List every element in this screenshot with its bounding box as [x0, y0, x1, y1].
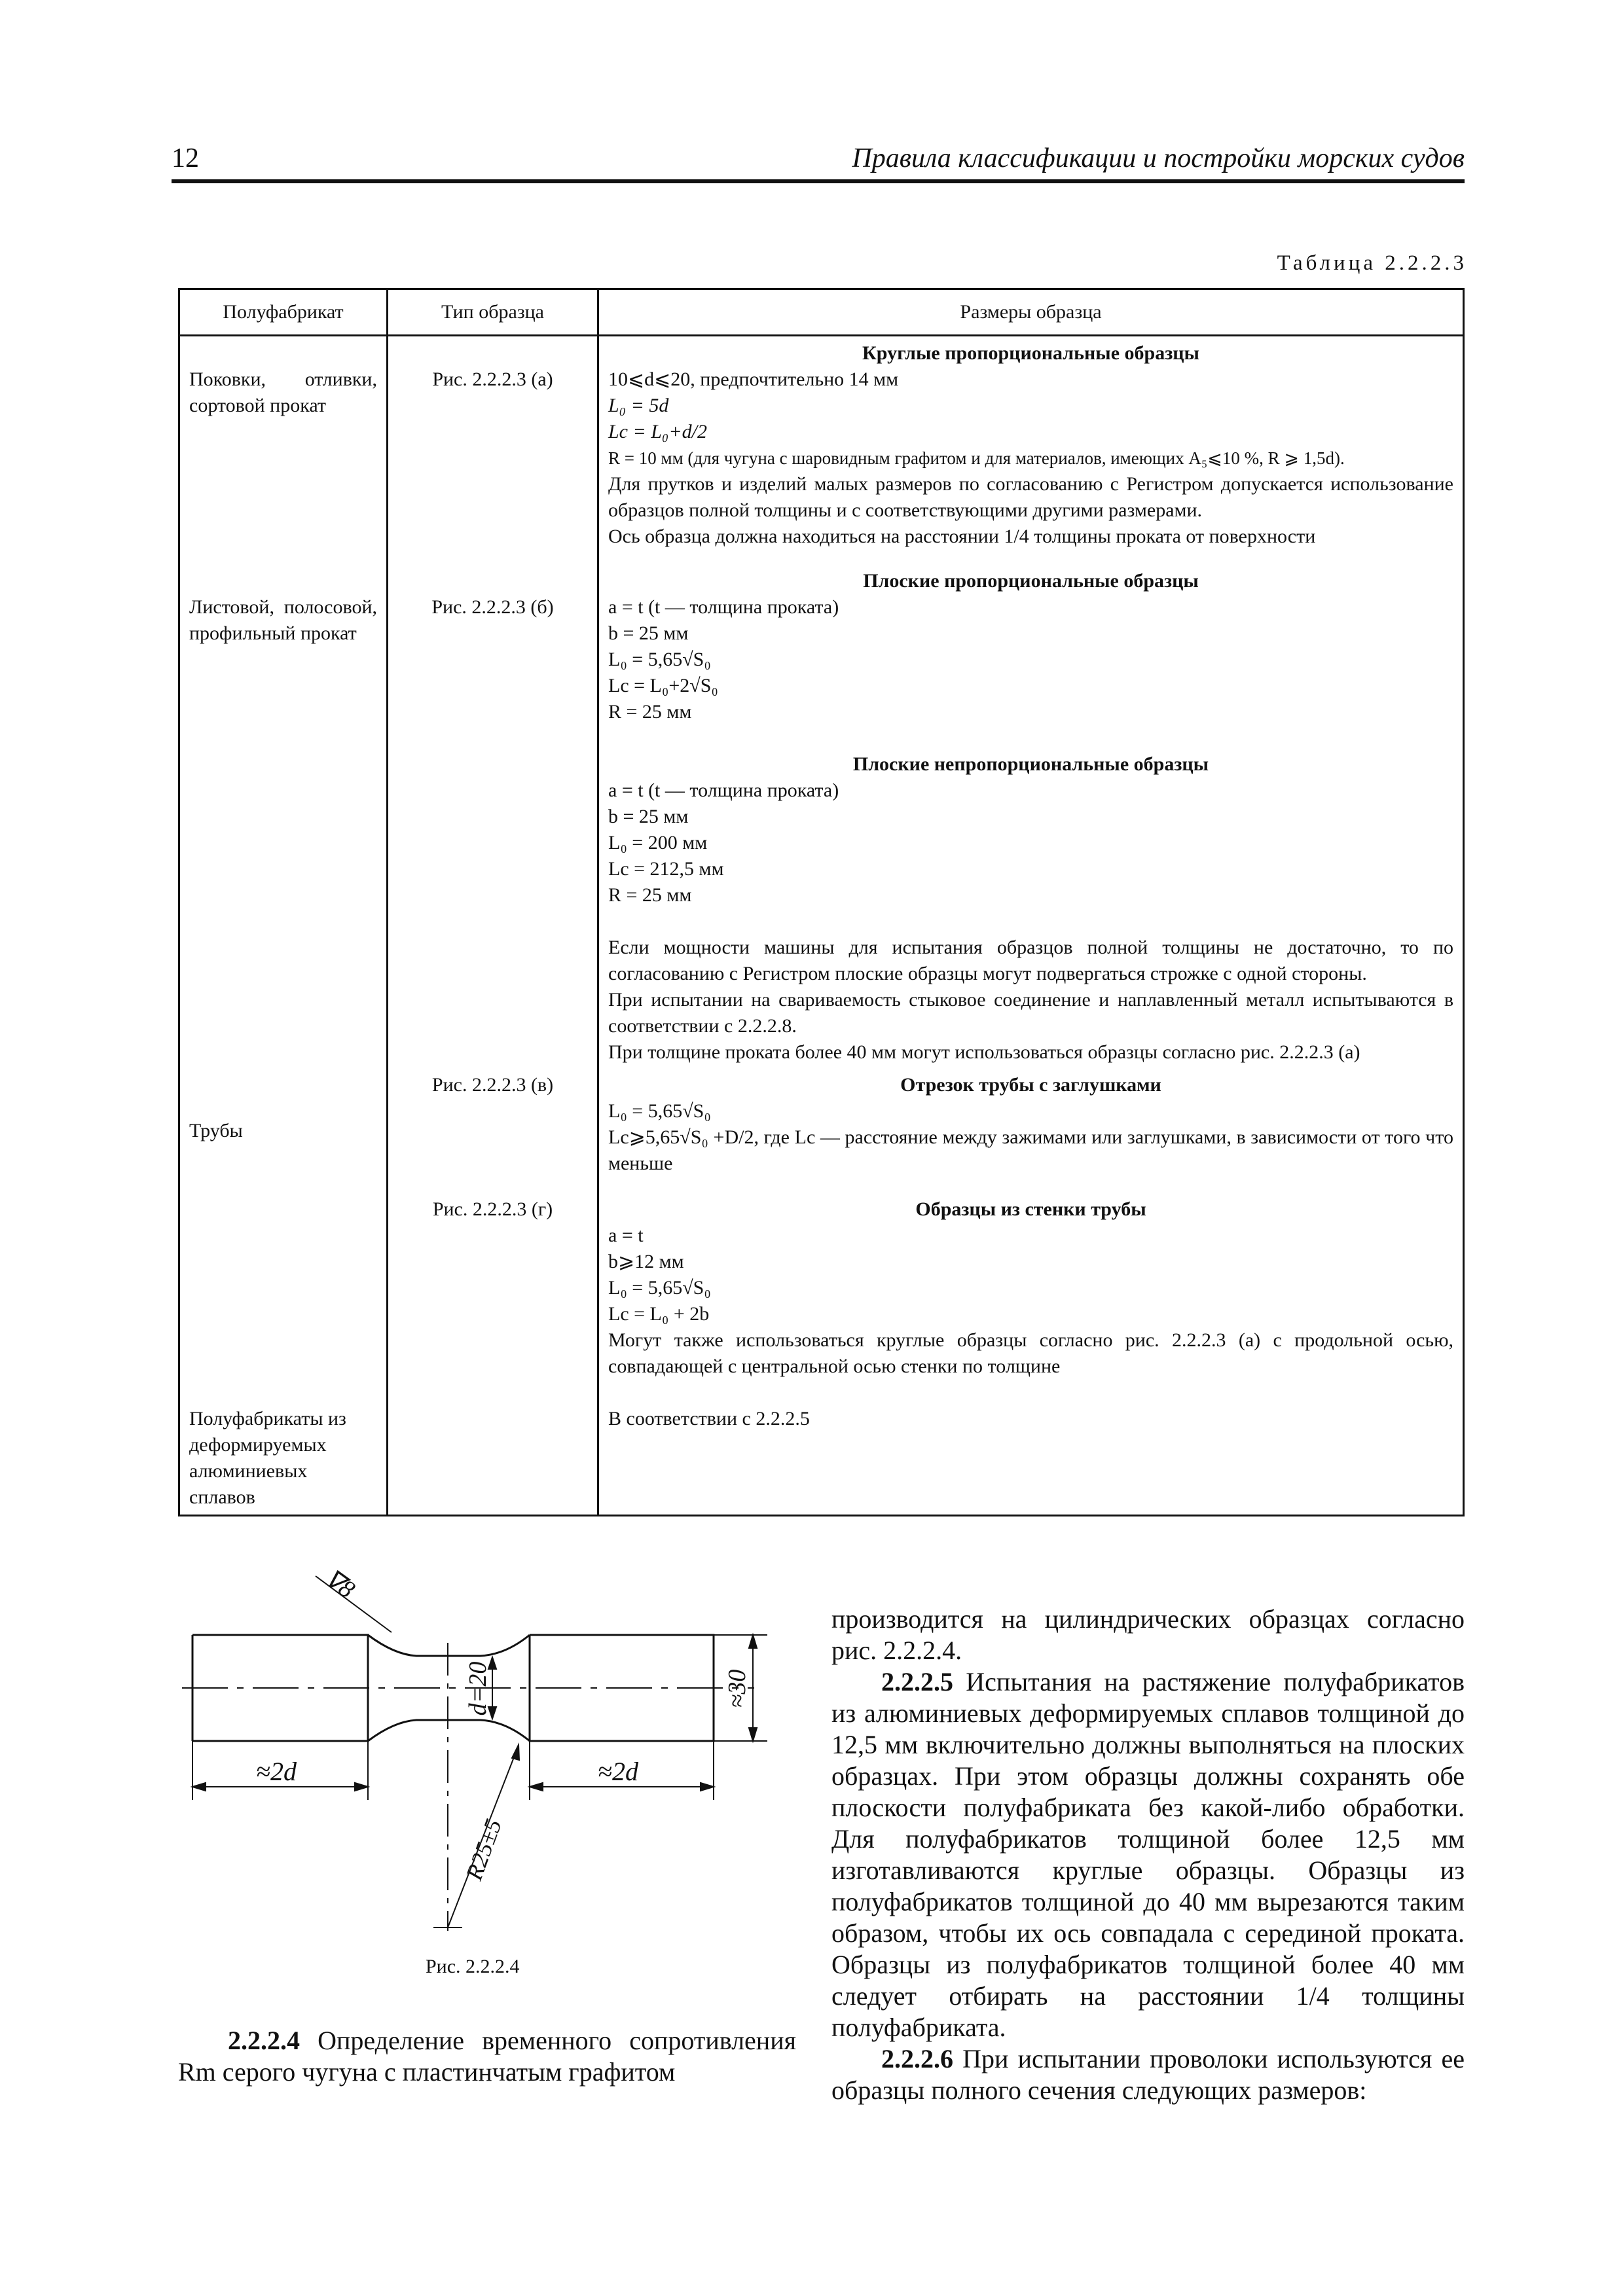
dim-line: Lс = 212,5 мм: [608, 858, 724, 880]
header-dimensions: Размеры образца: [598, 289, 1464, 336]
dim-note: Ось образца должна находиться на расстоянии 1/4 толщины проката от поверхности: [608, 526, 1316, 547]
dim-line: L₀ = 5,65√S₀: [608, 1277, 711, 1299]
dim-note: Lс⩾5,65√S₀ +D/2, где Lс — расстояние между зажимами или заглушками, в зависимости от того что меньше: [608, 1126, 1453, 1174]
dim-line: L₀ = 5,65√S₀: [608, 1100, 711, 1122]
dim-line: a = t (t — толщина проката): [608, 596, 839, 618]
roughness-mark: ∇8: [319, 1564, 360, 1604]
cell-product: Поковки, отливки, сортовой прокат: [189, 368, 377, 416]
paragraph-number: 2.2.2.6: [881, 2044, 953, 2073]
cell-type: Рис. 2.2.2.3 (в): [431, 1074, 554, 1096]
dim-line: L₀ = 5,65√S₀: [608, 649, 711, 670]
left-length-label: ≈2d: [256, 1757, 297, 1786]
dim-line: L₀ = 5d: [608, 395, 669, 416]
dim-note: При испытании на свариваемость стыковое соединение и наплавленный металл испытываются в соответствии с 2.2.2.8.: [608, 989, 1453, 1037]
right-length-label: ≈2d: [598, 1757, 638, 1786]
cell-type: Рис. 2.2.2.3 (г): [432, 1198, 553, 1220]
section-title: Образцы из стенки трубы: [915, 1198, 1146, 1220]
paragraph-text: При испытании проволоки используются ее образцы полного сечения следующих размеров:: [831, 2044, 1465, 2105]
dim-line: a = t: [608, 1225, 644, 1246]
dim-line: b = 25 мм: [608, 622, 689, 644]
cell-product: Листовой, полосовой, профильный прокат: [189, 596, 377, 644]
header-product: Полуфабрикат: [179, 289, 388, 336]
table-row: [179, 336, 1464, 569]
dim-line: b⩾12 мм: [608, 1251, 684, 1272]
section-title: Плоские непропорциональные образцы: [852, 753, 1209, 775]
dim-line: R = 25 мм: [608, 701, 692, 723]
table-row: [179, 568, 1464, 1066]
header-rule: [172, 179, 1465, 183]
paragraph-2224: [178, 2025, 796, 2088]
table-caption: Таблица 2.2.2.3: [1277, 251, 1467, 275]
paragraph-2224-continued: производится на цилиндрических образцах согласно рис. 2.2.2.4.: [831, 1604, 1465, 1665]
dim-line: Lс = L₀+d/2: [608, 421, 707, 442]
dim-note: Для прутков и изделий малых размеров по согласованию с Регистром допускается использование образцов полной толщины и с соответствующими другими размерами.: [608, 473, 1453, 521]
cell-product: Трубы: [189, 1120, 243, 1141]
cell-product: Полуфабрикаты из деформируемых алюминиевых сплавов: [189, 1408, 346, 1508]
paragraph-text: Испытания на растяжение полуфабрикатов из алюминиевых деформируемых сплавов толщиной до 12,5 мм включительно должны выполняться на плоских образцах. При этом образцы должны сохранять обе плоскости полуфабриката без какой-либо обработки. Для полуфабрикатов толщиной более 12,5 мм изготавливаются круглые образцы. Образцы из полуфабрикатов толщиной до 40 мм вырезаются таким образом, чтобы их ось совпадала с серединой проката. Образцы из полуфабрикатов толщиной более 40 мм следует отбирать на расстоянии 1/4 толщины полуфабриката.: [831, 1667, 1465, 2042]
section-title: Плоские пропорциональные образцы: [863, 570, 1199, 592]
page-number: 12: [172, 143, 199, 173]
radius-label: R25±5: [460, 1816, 507, 1884]
dim-line: Lс = L₀ + 2b: [608, 1303, 710, 1325]
cell-type: Рис. 2.2.2.3 (а): [432, 368, 553, 390]
dim-line: b = 25 мм: [608, 806, 689, 827]
table-row: [179, 1398, 1464, 1516]
dim-note: При толщине проката более 40 мм могут использоваться образцы согласно рис. 2.2.2.3 (а): [608, 1041, 1360, 1063]
header-specimen-type: Тип образца: [388, 289, 598, 336]
dim-line: R = 25 мм: [608, 884, 692, 906]
right-column: [831, 1604, 1465, 2106]
neck-upper: [368, 1635, 530, 1656]
paragraph-2225: [831, 1666, 1465, 2043]
cell-type: Рис. 2.2.2.3 (б): [431, 596, 554, 618]
specimen-table: [178, 288, 1465, 1516]
section-title: Отрезок трубы с заглушками: [900, 1074, 1161, 1096]
dim-line: a = t (t — толщина проката): [608, 780, 839, 801]
dim-line: R = 10 мм (для чугуна с шаровидным графитом и для материалов, имеющих A₅⩽10 %, R ⩾ 1,5d).: [608, 448, 1345, 468]
section-title: Круглые пропорциональные образцы: [862, 342, 1199, 364]
diameter-label: d=20: [464, 1661, 492, 1716]
table-header-row: [179, 289, 1464, 336]
dim-line: Lс = L₀+2√S₀: [608, 675, 718, 696]
table-row: [179, 1066, 1464, 1398]
dim-note: В соответствии с 2.2.2.5: [608, 1408, 810, 1429]
outer-diameter-label: ≈30: [723, 1669, 751, 1708]
dim-line: 10⩽d⩽20, предпочтительно 14 мм: [608, 368, 899, 390]
neck-lower: [368, 1720, 530, 1741]
paragraph-text: Определение временного сопротивления Rm серого чугуна с пластинчатым графитом: [178, 2026, 797, 2087]
running-title: Правила классификации и постройки морских судов: [852, 143, 1465, 173]
dim-note: Могут также использоваться круглые образцы согласно рис. 2.2.2.3 (а) с продольной осью, совпадающей с центральной осью стенки по толщине: [608, 1329, 1453, 1377]
paragraph-number: 2.2.2.5: [881, 1667, 953, 1696]
dim-note: Если мощности машины для испытания образцов полной толщины не достаточно, то по согласованию с Регистром плоские образцы могут подвергаться строжке с одной стороны.: [608, 937, 1453, 984]
paragraph-number: 2.2.2.4: [228, 2026, 300, 2055]
specimen-drawing: [178, 1564, 780, 1950]
figure-caption: Рис. 2.2.2.4: [426, 1956, 520, 1977]
dim-line: L₀ = 200 мм: [608, 832, 708, 853]
paragraph-2226: [831, 2043, 1465, 2106]
